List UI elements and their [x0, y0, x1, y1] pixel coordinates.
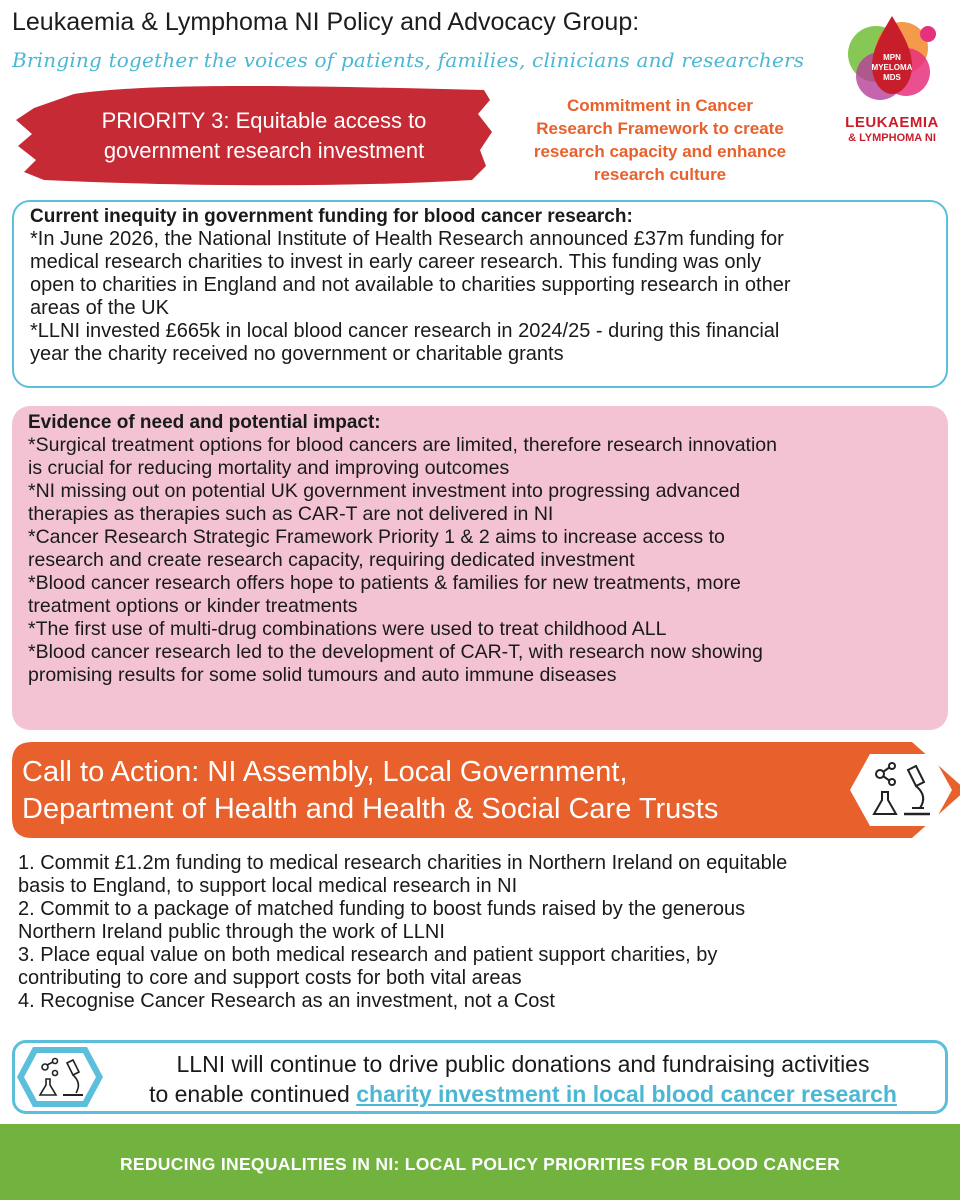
commitment-line: Research Framework to create	[536, 119, 784, 138]
inequity-line: areas of the UK	[30, 297, 169, 319]
evidence-line: *Surgical treatment options for blood cancers are limited, therefore research innovation	[28, 434, 777, 456]
logo-text-2: MYELOMA	[871, 63, 913, 72]
closing-text	[103, 1049, 943, 1109]
commitment-line: research capacity and enhance	[533, 142, 787, 161]
actions-list	[18, 852, 938, 1013]
llni-logo	[836, 10, 948, 145]
page-subtitle: Bringing together the voices of patients, families, clinicians and researchers	[12, 48, 805, 72]
commitment-line: research culture	[593, 165, 727, 184]
action-line: contributing to core and support costs for both vital areas	[18, 967, 522, 989]
closing-line-2	[103, 1079, 943, 1109]
inequity-heading: Current inequity in government funding for blood cancer research:	[30, 206, 633, 227]
call-to-action-banner	[12, 742, 960, 838]
inequity-line: open to charities in England and not available to charities supporting research in other	[30, 274, 791, 296]
logo-wordmark-1: LEUKAEMIA	[845, 114, 939, 131]
commitment-line: Commitment in Cancer	[566, 96, 754, 115]
evidence-line: *The first use of multi-drug combinations were used to treat childhood ALL	[28, 618, 667, 640]
priority-title	[74, 106, 454, 166]
logo-text-1: MPN	[883, 53, 901, 62]
closing-line-2-prefix: to enable continued	[149, 1081, 357, 1107]
evidence-line: promising results for some solid tumours and auto immune diseases	[28, 664, 617, 686]
evidence-line: *Blood cancer research led to the development of CAR-T, with research now showing	[28, 641, 763, 663]
closing-box	[12, 1040, 948, 1114]
evidence-heading: Evidence of need and potential impact:	[28, 412, 381, 433]
evidence-line: is crucial for reducing mortality and improving outcomes	[28, 457, 510, 479]
priority-line-2: government research investment	[103, 138, 425, 163]
inequity-line: *LLNI invested £665k in local blood cancer research in 2024/25 - during this financial	[30, 320, 780, 342]
footer-text: REDUCING INEQUALITIES IN NI: LOCAL POLICY PRIORITIES FOR BLOOD CANCER	[119, 1154, 841, 1174]
logo-droplet-icon	[836, 10, 948, 114]
closing-line-1: LLNI will continue to drive public donations and fundraising activities	[176, 1051, 870, 1077]
inequity-line: medical research charities to invest in early career research. This funding was only	[30, 251, 762, 273]
evidence-line: *Blood cancer research offers hope to patients & families for new treatments, more	[28, 572, 741, 594]
evidence-line: *Cancer Research Strategic Framework Priority 1 & 2 aims to increase access to	[28, 526, 725, 548]
priority-line-1: PRIORITY 3: Equitable access to	[101, 108, 427, 133]
inequity-line: year the charity received no government or charitable grants	[30, 343, 564, 365]
evidence-line: treatment options or kinder treatments	[28, 595, 358, 617]
priority-banner	[14, 80, 494, 192]
cta-line-1: Call to Action: NI Assembly, Local Government,	[22, 756, 628, 788]
logo-wordmark-2: & LYMPHOMA NI	[848, 132, 936, 144]
footer-bar	[0, 1124, 960, 1200]
cta-heading	[22, 754, 718, 828]
inequity-box	[12, 200, 948, 388]
logo-text-3: MDS	[883, 73, 901, 82]
action-line: 4. Recognise Cancer Research as an investment, not a Cost	[18, 990, 555, 1012]
cta-line-2: Department of Health and Health & Social Care Trusts	[22, 793, 719, 825]
commitment-note	[510, 94, 810, 186]
closing-highlight: charity investment in local blood cancer research	[356, 1081, 897, 1107]
inequity-line: *In June 2026, the National Institute of Health Research announced £37m funding for	[30, 228, 784, 250]
science-lab-icon	[15, 1043, 105, 1111]
action-line: 3. Place equal value on both medical research and patient support charities, by	[18, 944, 718, 966]
evidence-line: therapies as therapies such as CAR-T are not delivered in NI	[28, 503, 554, 525]
evidence-line: research and create research capacity, requiring dedicated investment	[28, 549, 635, 571]
page-title: Leukaemia & Lymphoma NI Policy and Advocacy Group:	[12, 8, 640, 36]
action-line: Northern Ireland public through the work of LLNI	[18, 921, 445, 943]
action-line: basis to England, to support local medical research in NI	[18, 875, 518, 897]
action-line: 2. Commit to a package of matched funding to boost funds raised by the generous	[18, 898, 746, 920]
science-lab-icon	[846, 748, 956, 832]
evidence-box	[12, 406, 948, 730]
action-line: 1. Commit £1.2m funding to medical research charities in Northern Ireland on equitable	[18, 852, 788, 874]
evidence-line: *NI missing out on potential UK government investment into progressing advanced	[28, 480, 741, 502]
